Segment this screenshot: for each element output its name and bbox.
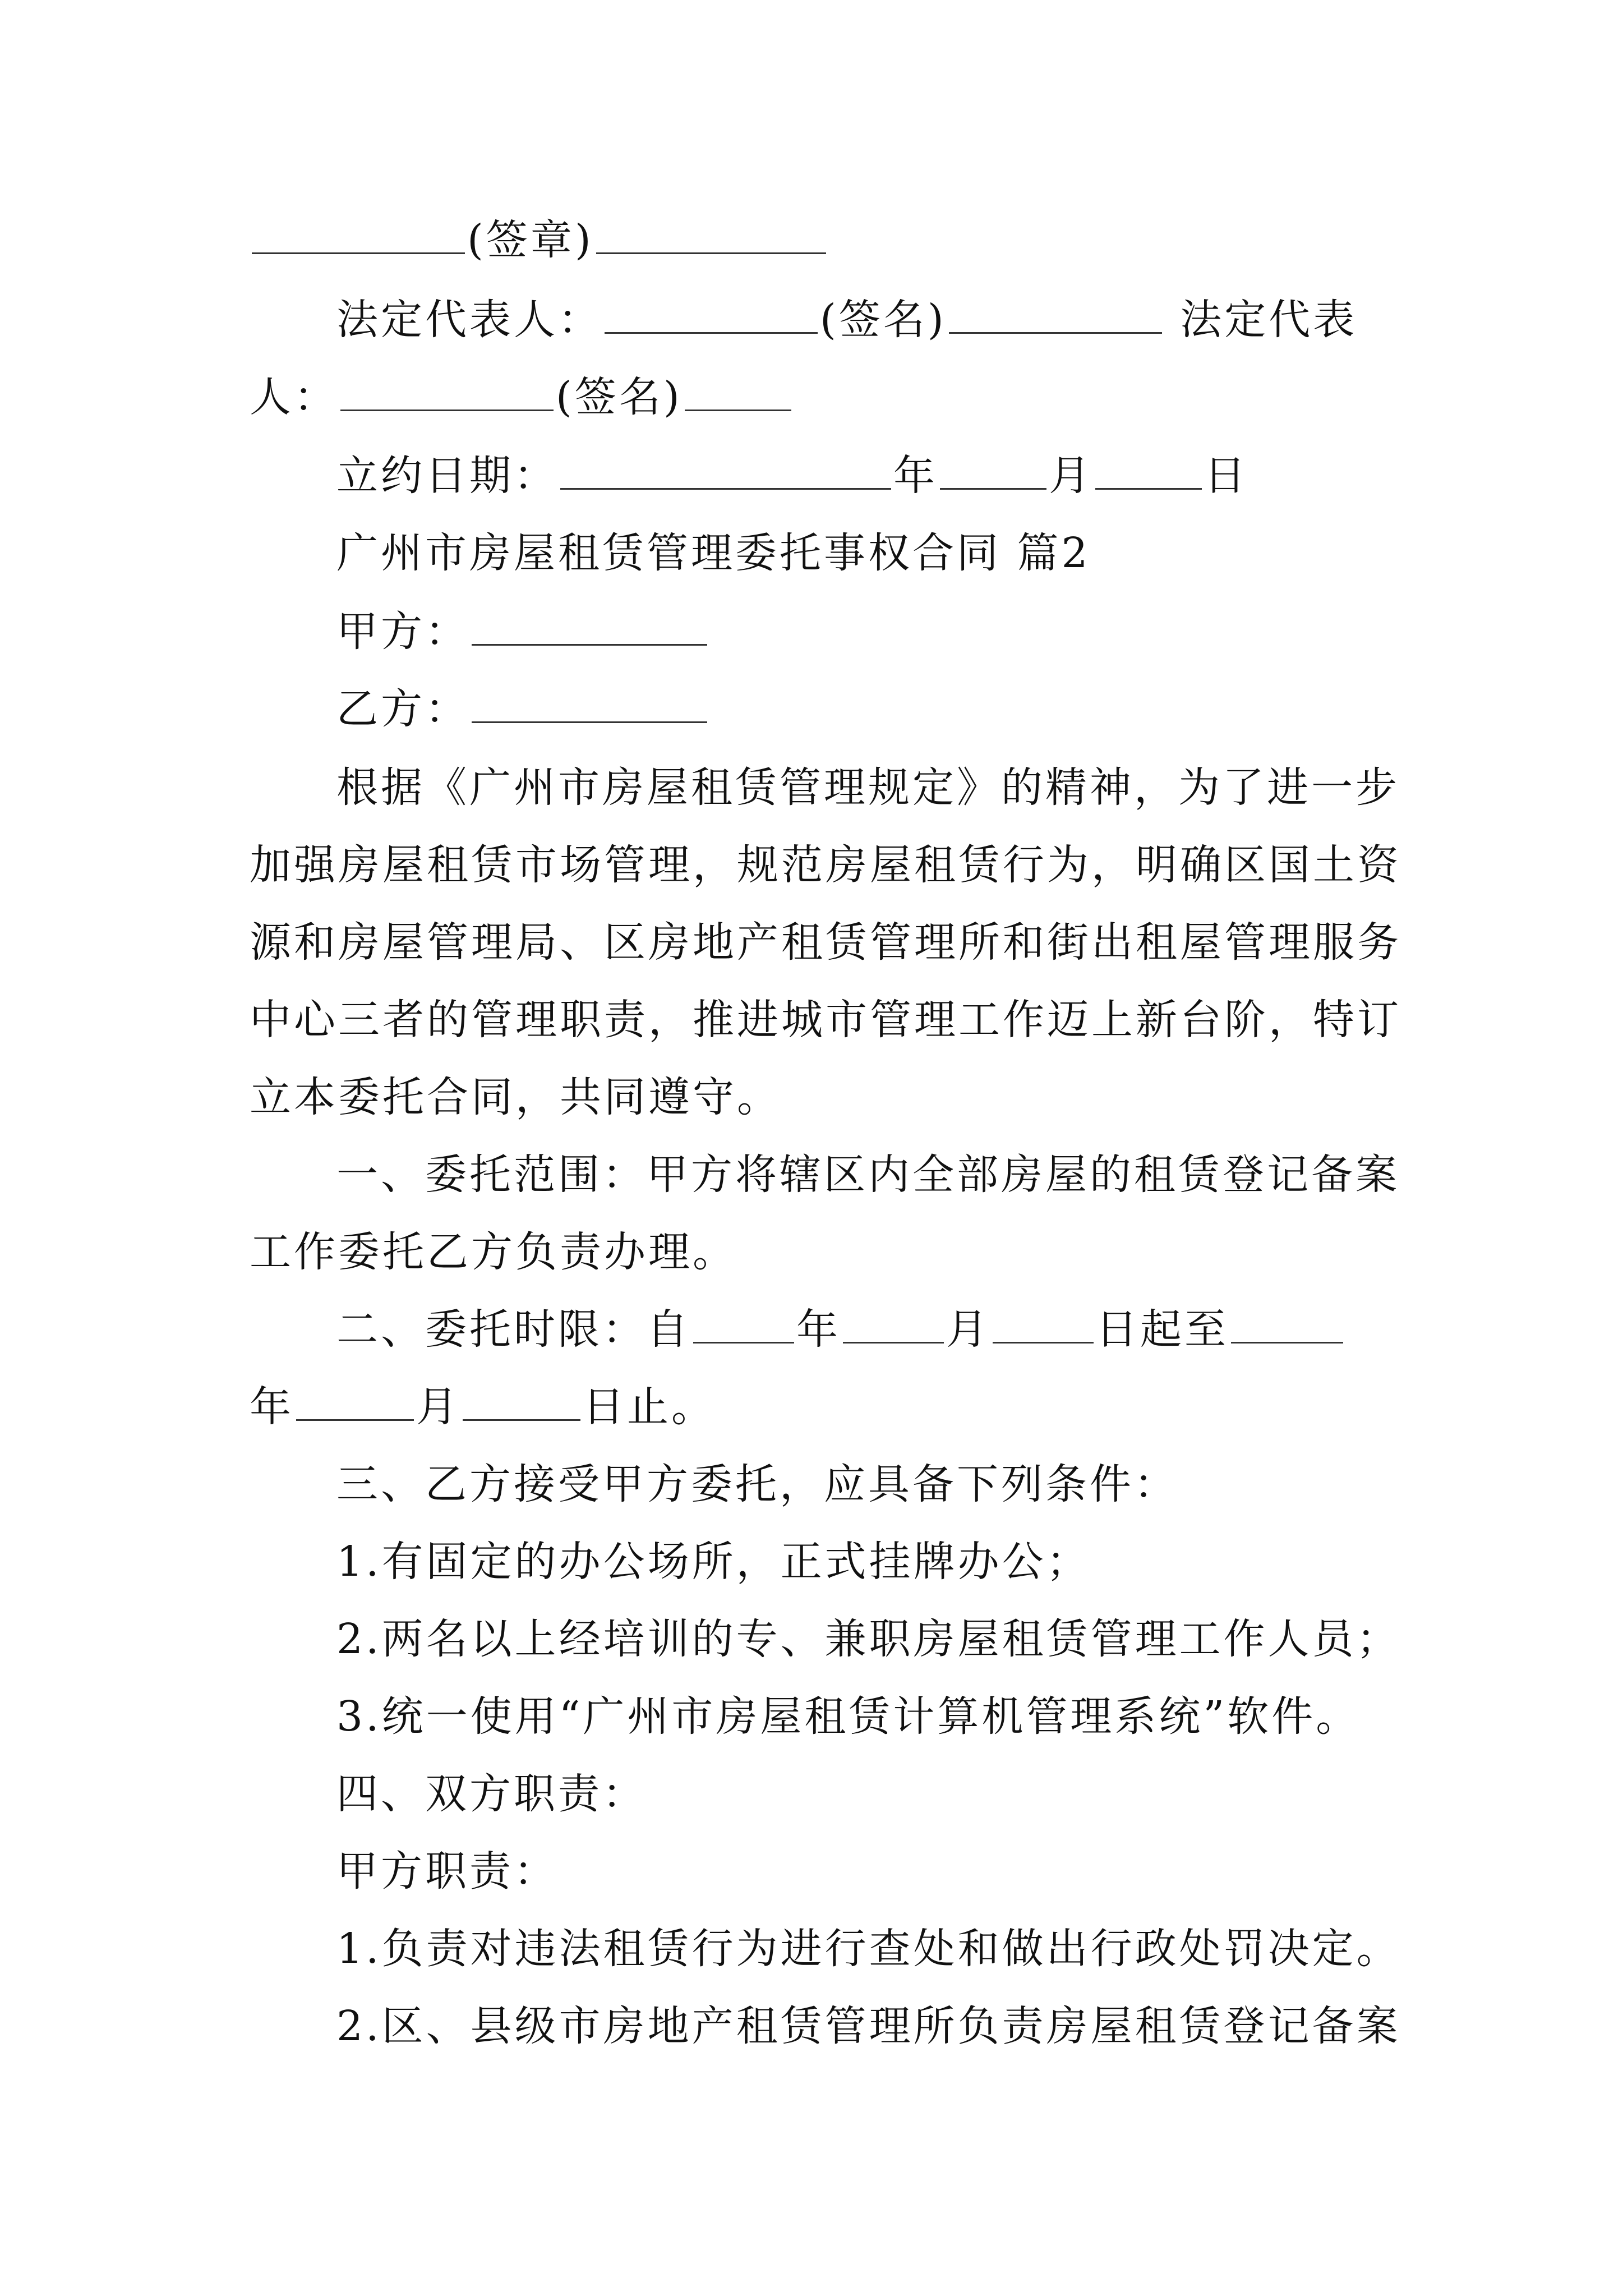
sign-label: (签名)	[820, 296, 947, 344]
blank-field	[685, 369, 791, 411]
year-label: 年	[893, 452, 938, 500]
duty-item: 2.区、县级市房地产租赁管理所负责房屋租赁登记备案	[336, 2002, 1401, 2050]
day-to-label: 日止。	[583, 1383, 716, 1431]
blank-field	[993, 1301, 1094, 1343]
month-label: 月	[946, 1305, 990, 1354]
blank-field	[843, 1301, 944, 1343]
blank-field	[252, 212, 465, 254]
blank-field	[296, 1379, 414, 1421]
intro-line: 中心三者的管理职责，推进城市管理工作迈上新台阶，特订	[250, 996, 1401, 1044]
seal-label: (签章)	[467, 216, 594, 264]
clause-1-line: 一、委托范围：甲方将辖区内全部房屋的租赁登记备案	[336, 1151, 1400, 1199]
legal-rep-line-2	[250, 364, 1388, 431]
intro-line: 加强房屋租赁市场管理，规范房屋租赁行为，明确区国土资	[250, 841, 1401, 889]
condition-item: 3.统一使用“广州市房屋租赁计算机管理系统”软件。	[336, 1692, 1361, 1741]
legal-rep-label: 法定代表人：	[336, 296, 602, 344]
blank-field	[1231, 1301, 1343, 1343]
clause-2-line	[250, 1296, 1388, 1363]
day-label: 日	[1204, 452, 1248, 500]
blank-field	[560, 448, 891, 490]
clause-4-line: 四、双方职责：	[336, 1770, 647, 1818]
blank-field	[472, 604, 707, 646]
intro-line: 立本委托合同，共同遵守。	[250, 1073, 781, 1121]
clause-3-line: 三、乙方接受甲方委托，应具备下列条件：	[336, 1460, 1178, 1508]
blank-field	[949, 292, 1162, 334]
sign-label-2: (签名)	[556, 373, 683, 421]
blank-field	[940, 448, 1046, 490]
party-a-duty-heading: 甲方职责：	[336, 1847, 558, 1895]
blank-field	[605, 292, 818, 334]
party-a-label: 甲方：	[336, 608, 469, 656]
intro-line: 源和房屋管理局、区房地产租赁管理所和街出租屋管理服务	[250, 918, 1401, 967]
condition-item: 2.两名以上经培训的专、兼职房屋租赁管理工作人员；	[336, 1615, 1401, 1663]
month-label: 月	[416, 1383, 460, 1431]
legal-rep-line	[250, 286, 1388, 353]
intro-line: 根据《广州市房屋租赁管理规定》的精神，为了进一步	[336, 763, 1400, 812]
legal-rep-label-end: 人：	[250, 373, 338, 421]
day-from-label: 日起至	[1096, 1305, 1229, 1354]
condition-item: 1.有固定的办公场所，正式挂牌办公；	[336, 1538, 1091, 1586]
blank-field	[340, 369, 554, 411]
date-label: 立约日期：	[336, 452, 558, 500]
clause-2-line-2	[250, 1373, 1388, 1441]
party-a-line	[250, 598, 1388, 665]
contract-date-line	[250, 442, 1388, 509]
blank-field	[463, 1379, 580, 1421]
legal-rep-label-2: 法定代表	[1180, 296, 1358, 344]
clause-2-prefix: 二、委托时限：自	[336, 1305, 691, 1354]
party-b-label: 乙方：	[336, 685, 469, 733]
clause-1-line: 工作委托乙方负责办理。	[250, 1228, 737, 1276]
duty-item: 1.负责对违法租赁行为进行查处和做出行政处罚决定。	[336, 1925, 1401, 1973]
year-label: 年	[250, 1383, 294, 1431]
party-b-line	[250, 675, 1388, 743]
blank-field	[472, 681, 707, 723]
month-label: 月	[1049, 452, 1093, 500]
blank-field	[693, 1301, 794, 1343]
signature-seal-line	[250, 206, 1388, 274]
blank-field	[596, 212, 826, 254]
year-label: 年	[796, 1305, 841, 1354]
contract-title: 广州市房屋租赁管理委托事权合同 篇2	[336, 529, 1091, 577]
blank-field	[1095, 448, 1202, 490]
